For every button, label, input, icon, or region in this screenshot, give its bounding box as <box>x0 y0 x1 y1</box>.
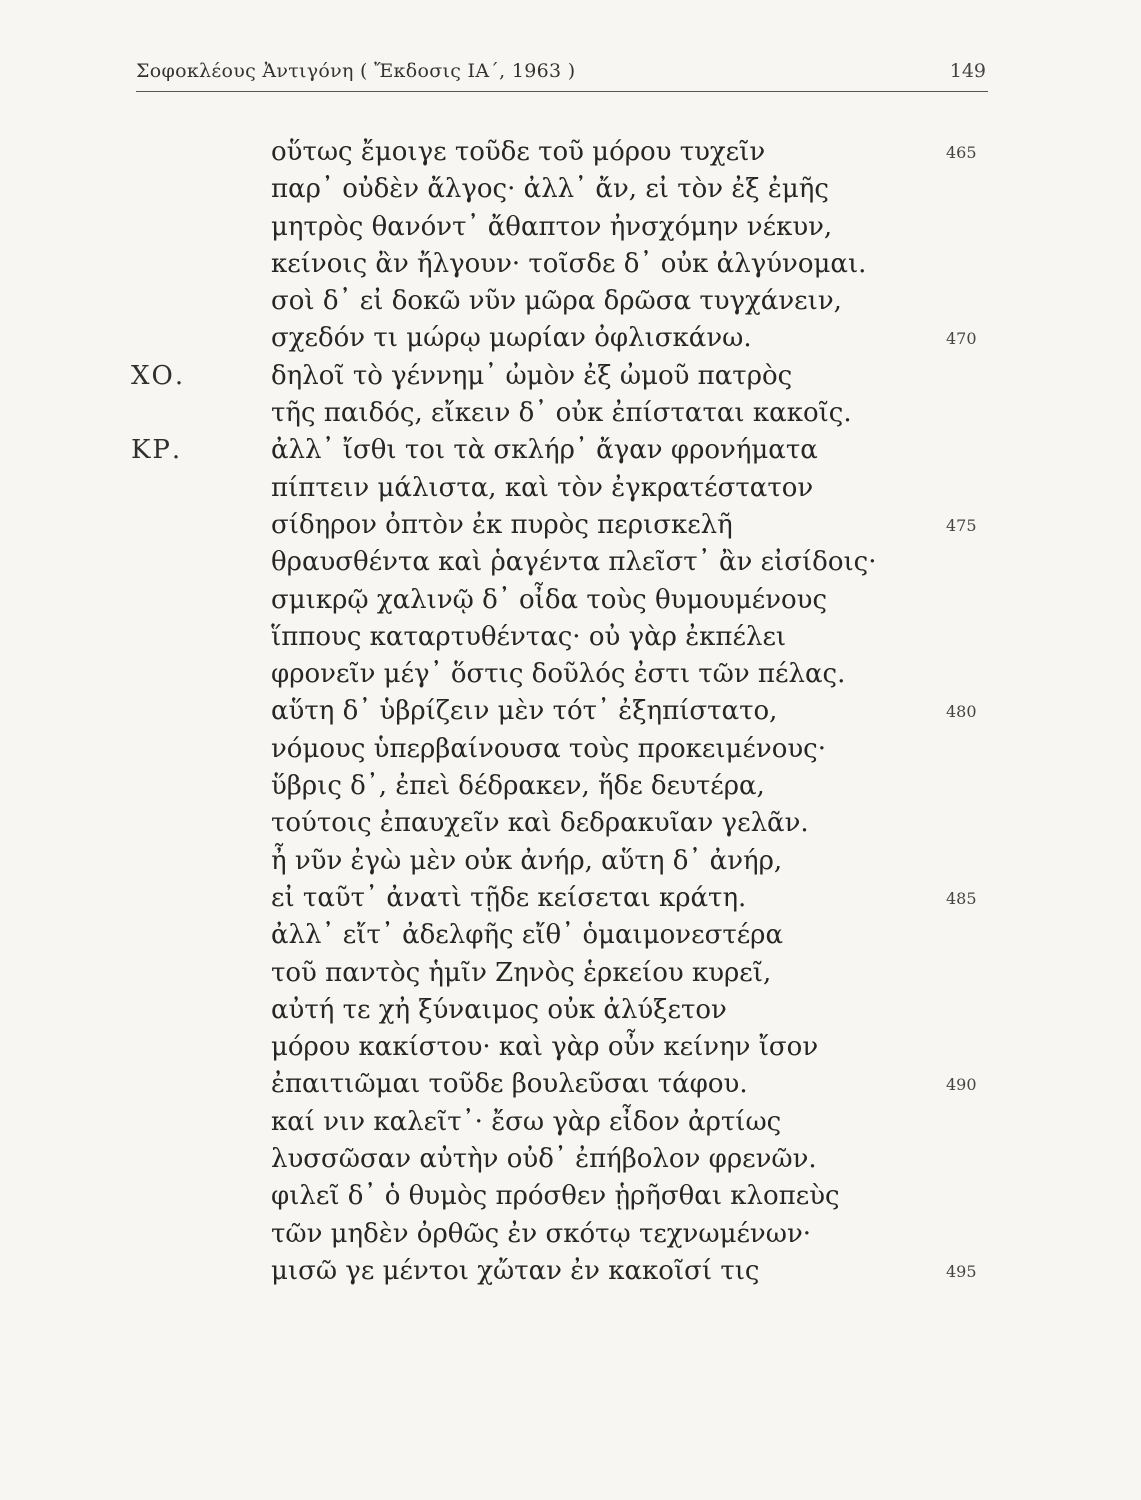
verse-text: καί νιν καλεῖτ᾽· ἔσω γὰρ εἶδον ἀρτίως <box>271 1106 782 1137</box>
verse-text: τῆς παιδός, εἴκειν δ᾽ οὐκ ἐπίσταται κακοῖς. <box>271 398 852 429</box>
verse-text: σοὶ δ᾽ εἰ δοκῶ νῦν μῶρα δρῶσα τυγχάνειν, <box>271 286 842 317</box>
verse-line <box>0 1104 1141 1141</box>
verse-line <box>0 768 1141 805</box>
verse-text: ἐπαιτιῶμαι τοῦδε βουλεῦσαι τάφου. <box>271 1069 748 1100</box>
verse-line <box>0 432 1141 469</box>
verse-line <box>0 805 1141 842</box>
verse-line <box>0 1029 1141 1066</box>
verse-line <box>0 1216 1141 1253</box>
verse-line <box>0 507 1141 544</box>
verse-line <box>0 843 1141 880</box>
line-number: 480 <box>946 702 977 722</box>
header-rule <box>136 91 988 92</box>
verse-text: ἀλλ᾽ εἴτ᾽ ἀδελφῆς εἴθ᾽ ὁμαιμονεστέρα <box>271 920 784 951</box>
verse-text: τοῦ παντὸς ἡμῖν Ζηνὸς ἑρκείου κυρεῖ, <box>271 957 772 988</box>
verse-text: φιλεῖ δ᾽ ὁ θυμὸς πρόσθεν ᾑρῆσθαι κλοπεὺς <box>271 1181 840 1212</box>
verse-text: σίδηρον ὀπτὸν ἐκ πυρὸς περισκελῆ <box>271 509 733 540</box>
verse-text: μόρου κακίστου· καὶ γὰρ οὖν κείνην ἴσον <box>271 1032 819 1063</box>
verse-text: ἀλλ᾽ ἴσθι τοι τὰ σκλήρ᾽ ἄγαν φρονήματα <box>271 435 818 466</box>
verse-line <box>0 1141 1141 1178</box>
verse-text: τῶν μηδὲν ὀρθῶς ἐν σκότῳ τεχνωμένων· <box>271 1218 812 1249</box>
line-number: 485 <box>946 888 977 908</box>
verse-line <box>0 693 1141 730</box>
verse-text: μητρὸς θανόντ᾽ ἄθαπτον ἠνσχόμην νέκυν, <box>271 211 833 242</box>
verse-text: ὕβρις δ᾽, ἐπεὶ δέδρακεν, ἥδε δευτέρα, <box>271 771 765 802</box>
line-number: 465 <box>946 143 977 162</box>
page-number: 149 <box>949 60 986 82</box>
verse-text: μισῶ γε μέντοι χὤταν ἐν κακοῖσί τις <box>271 1255 760 1286</box>
verse-text: αὐτή τε χἠ ξύναιμος οὐκ ἀλύξετον <box>271 994 727 1025</box>
verse-text: πίπτειν μάλιστα, καὶ τὸν ἐγκρατέστατον <box>271 472 814 503</box>
verse-line <box>0 917 1141 954</box>
verse-line <box>0 955 1141 992</box>
verse-text: οὕτως ἔμοιγε τοῦδε τοῦ μόρου τυχεῖν <box>271 137 766 167</box>
verse-line <box>0 246 1141 283</box>
verse-line <box>0 470 1141 507</box>
verse-text: σμικρῷ χαλινῷ δ᾽ οἶδα τοὺς θυμουμένους <box>271 584 828 615</box>
verse-text: αὕτη δ᾽ ὑβρίζειν μὲν τότ᾽ ἐξηπίστατο, <box>271 696 778 727</box>
verse-line <box>0 1178 1141 1215</box>
verse-line <box>0 1066 1141 1103</box>
verse-line <box>0 358 1141 395</box>
line-number: 490 <box>946 1075 977 1095</box>
line-number: 470 <box>946 329 977 349</box>
speaker-label: ΚΡ. <box>131 435 183 466</box>
verse-line <box>0 171 1141 208</box>
verse-line <box>0 656 1141 693</box>
verse-line <box>0 992 1141 1029</box>
line-number: 495 <box>946 1261 977 1281</box>
verse-line <box>0 395 1141 432</box>
header-title: Σοφοκλέους Ἀντιγόνη ( Ἔκδοσις ΙΑ΄, 1963 ) <box>136 60 576 82</box>
verse-text: νόμους ὑπερβαίνουσα τοὺς προκειμένους· <box>271 733 826 764</box>
verse-text: παρ᾽ οὐδὲν ἄλγος· ἀλλ᾽ ἄν, εἰ τὸν ἐξ ἐμῆς <box>271 174 829 205</box>
verse-line <box>0 134 1141 171</box>
verse-line <box>0 582 1141 619</box>
verse-line <box>0 209 1141 246</box>
verse-line <box>0 619 1141 656</box>
verse-text: ἵππους καταρτυθέντας· οὐ γὰρ ἐκπέλει <box>271 621 787 652</box>
verse-text: θραυσθέντα καὶ ῥαγέντα πλεῖστ᾽ ἂν εἰσίδοις· <box>271 547 877 578</box>
verse-text: δηλοῖ τὸ γέννημ᾽ ὠμὸν ἐξ ὠμοῦ πατρὸς <box>271 360 793 391</box>
verse-line <box>0 320 1141 357</box>
line-number: 475 <box>946 515 977 535</box>
verse-text: εἰ ταῦτ᾽ ἀνατὶ τῇδε κείσεται κράτη. <box>271 882 747 913</box>
verse-line <box>0 731 1141 768</box>
verse-block <box>0 134 1141 1290</box>
speaker-label: ΧΟ. <box>131 360 186 391</box>
verse-line <box>0 880 1141 917</box>
verse-text: κείνοις ἂν ἤλγουν· τοῖσδε δ᾽ οὐκ ἀλγύνομαι. <box>271 248 867 279</box>
verse-text: λυσσῶσαν αὐτὴν οὐδ᾽ ἐπήβολον φρενῶν. <box>271 1144 817 1175</box>
verse-line <box>0 544 1141 581</box>
running-header <box>136 60 986 90</box>
verse-text: φρονεῖν μέγ᾽ ὅστις δοῦλός ἐστι τῶν πέλας. <box>271 659 846 690</box>
verse-line <box>0 283 1141 320</box>
verse-text: σχεδόν τι μώρῳ μωρίαν ὀφλισκάνω. <box>271 323 752 354</box>
verse-text: ἦ νῦν ἐγὼ μὲν οὐκ ἀνήρ, αὕτη δ᾽ ἀνήρ, <box>271 845 783 876</box>
verse-text: τούτοις ἐπαυχεῖν καὶ δεδρακυῖαν γελᾶν. <box>271 808 809 839</box>
verse-line <box>0 1253 1141 1290</box>
